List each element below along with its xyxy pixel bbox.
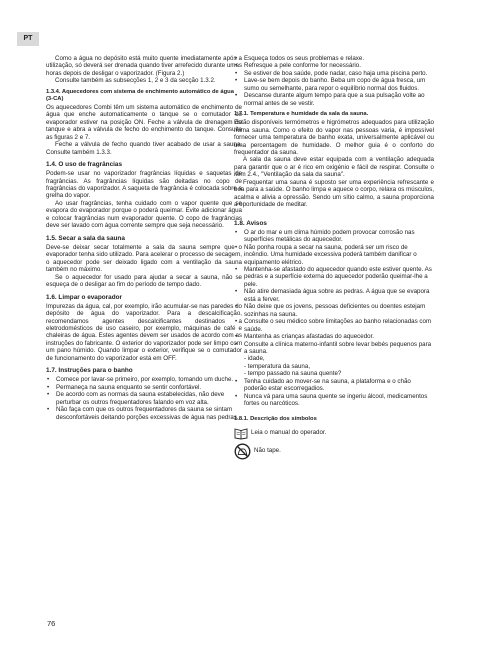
symbol-label: Não tape.: [254, 447, 281, 455]
sub-item: - tempo passado na sauna quente?: [244, 370, 342, 378]
paragraph: Consulte também as subsecções 1, 2 e 3 da secção 1.3.2.: [55, 77, 216, 85]
list-item: • Consulte a clínica materno-infantil sobre levar bebés pequenos para a sauna.: [234, 341, 434, 356]
list-item: • Consulte o seu médico sobre limitações ao banho relacionadas com saúde.: [234, 318, 434, 333]
list-item: • Mantenha as crianças afastadas do aquecedor.: [234, 333, 434, 340]
do-not-cover-icon: [234, 443, 251, 460]
section-heading-1-8-1: 1.8.1. Descrição dos símbolos: [234, 415, 317, 422]
book-icon: [234, 426, 248, 440]
paragraph: Os aquecedores Combi têm um sistema automático de enchimento de água que enche automaticamente o tanque se o comutador do evaporador estiver na posição ON. Feche a válvula de drenagem do tanque e abra a válvula de fecho do enchimento do tanque. Consulte as figuras 2 e 7.: [46, 103, 242, 141]
paragraph: A sala da sauna deve estar equipada com a ventilação adequada para garantir que o ar é rico em oxigénio e fácil de respirar. Consulte o item 2.4., "Ventilação da sala da sauna".: [234, 156, 434, 179]
sub-item: - temperatura da sauna,: [244, 362, 311, 370]
list-item: • Não faça com que os outros frequentadores da sauna se sintam desconfortáveis deitando porções excessivas de água nas pedras.: [46, 406, 242, 421]
section-heading-1-4: 1.4. O uso de fragrâncias: [46, 160, 123, 168]
list-item: • O ar do mar e um clima húmido podem provocar corrosão nas superfícies metálicas do aquecedor.: [234, 229, 434, 244]
list-item: • Não atire demasiada água sobre as pedras. A água que se evapora está a ferver.: [234, 288, 434, 303]
symbol-row-manual: [234, 426, 434, 440]
symbol-label: Leia o manual do operador.: [251, 428, 327, 436]
list-item: • Permaneça na sauna enquanto se sentir confortável.: [46, 384, 242, 391]
warnings-list: [234, 229, 434, 356]
language-badge: PT: [17, 32, 39, 46]
list-item: • Nunca vá para uma sauna quente se ingeriu álcool, medicamentos fortes ou narcóticos.: [234, 393, 434, 408]
list-item: • Não ponha roupa a secar na sauna, poderá ser um risco de incêndio. Uma humidade excessiva poderá também danificar o equipamento elétrico.: [234, 244, 434, 266]
paragraph: Estão disponíveis termómetros e higrómetros adequados para utilização numa sauna. Como o efeito do vapor nas pessoas varia, é impossível fornecer uma temperatura de banho exata, universalmente aplicável ou uma percentagem de humidade. O melhor guia é o conforto do frequentador da sauna.: [234, 119, 434, 156]
list-item: • Lave-se bem depois do banho. Beba um copo de água fresca, um sumo ou semelhante, para repor o equilíbrio normal dos fluidos.: [234, 77, 434, 92]
list-item: • Tenha cuidado ao mover-se na sauna, a plataforma e o chão poderão estar escorregadios.: [234, 378, 434, 393]
list-item: • Se estiver de boa saúde, pode nadar, caso haja uma piscina perto.: [234, 70, 434, 77]
left-column: [46, 55, 242, 421]
section-heading-1-5: 1.5. Secar a sala da sauna: [46, 234, 125, 242]
section-heading-1-3-4: 1.3.4. Aquecedores com sistema de enchimento automático de água (3-CA): [46, 88, 234, 102]
sub-item: - idade,: [244, 355, 265, 363]
symbol-row-do-not-cover: [234, 443, 434, 460]
paragraph: Feche a válvula de fecho quando tiver acabado de usar a sauna. Consulte também 1.3.3.: [46, 141, 242, 156]
section-heading-1-7: 1.7. Instruções para o banho: [46, 367, 133, 375]
paragraph: Como a água no depósito está muito quente imediatamente após a utilização, só deverá ser drenada quando tiver arrefecido durante umas horas depois de desligar o vaporizador. (Figura 2.): [46, 55, 242, 77]
bath-instructions-list: [46, 376, 242, 421]
paragraph: Podem-se usar no vaporizador fragrâncias líquidas e saquetas de fragrâncias. As fragrâncias líquidas são deitadas no copo de fragrâncias do vaporizador. A saqueta de fragrância é colocada sobre a grelha do vapor.: [46, 170, 242, 200]
list-item: • De acordo com as normas da sauna estabelecidas, não deve perturbar os outros frequentadores falando em voz alta.: [46, 391, 242, 406]
list-item: • Comece por lavar-se primeiro, por exemplo, tomando um duche.: [46, 376, 242, 383]
paragraph: Deve-se deixar secar totalmente a sala da sauna sempre que o evaporador tenha sido utilizado. Para acelerar o processo de secagem, o aquecedor pode ser deixado ligado com a ventilação da sauna também no máximo.: [46, 243, 242, 274]
section-heading-1-6: 1.6. Limpar o evaporador: [46, 293, 123, 301]
list-item: • Mantenha-se afastado do aquecedor quando este estiver quente. As pedras e a superfície externa do aquecedor poderão queimar-lhe a pele.: [234, 266, 434, 288]
bath-instructions-list-continued: [234, 55, 434, 107]
paragraph: Ao usar fragrâncias, tenha cuidado com o vapor quente que se evapora do evaporador porque o poderá queimar. Evite adicionar água e colocar fragrâncias num evaporador quente. O copo de fragrâncias deve ser lavado com água corrente sempre que seja necessário.: [46, 199, 242, 230]
list-item: • Esqueça todos os seus problemas e relaxe.: [234, 55, 434, 62]
section-heading-1-8: 1.8. Avisos: [234, 219, 267, 227]
paragraph: Impurezas da água, cal, por exemplo, irão acumular-se nas paredes do depósito de água do vaporizador. Para a descalcificação, recomendamos agentes descalcificantes destinados a eletrodomésticos de uso caseiro, por exemplo, máquinas de café e chaleiras de água. Estes agentes devem ser usados de acordo com as instruções do fabricante. O exterior do vaporizador pode ser limpo com um pano húmido. Quando limpar o exterior, verifique se o comutador de funcionamento do vaporizador está em OFF.: [46, 302, 242, 362]
paragraph: Se o aquecedor for usado para ajudar a secar a sauna, não se esqueça de o desligar ao fim do período de tempo dado.: [46, 273, 242, 289]
list-item: • Descanse durante algum tempo para que a sua pulsação volte ao normal antes de se vestir.: [234, 92, 434, 107]
paragraph: Frequentar uma sauna é suposto ser uma experiência refrescante e boa para a saúde. O banho limpa e aquece o corpo, relaxa os músculos, acalma e alivia a opressão. Sendo um sítio calmo, a sauna proporciona a oportunidade de meditar.: [234, 178, 434, 209]
page-number: 76: [47, 619, 56, 628]
list-item: • Não deixe que os jovens, pessoas deficientes ou doentes estejam sozinhas na sauna.: [234, 303, 434, 318]
warnings-list-2: [234, 378, 434, 408]
right-column: [234, 55, 434, 462]
section-heading-1-7-1: 1.7.1. Temperatura e humidade da sala da sauna.: [234, 111, 369, 118]
list-item: • Refresque a pele conforme for necessário.: [234, 62, 434, 69]
